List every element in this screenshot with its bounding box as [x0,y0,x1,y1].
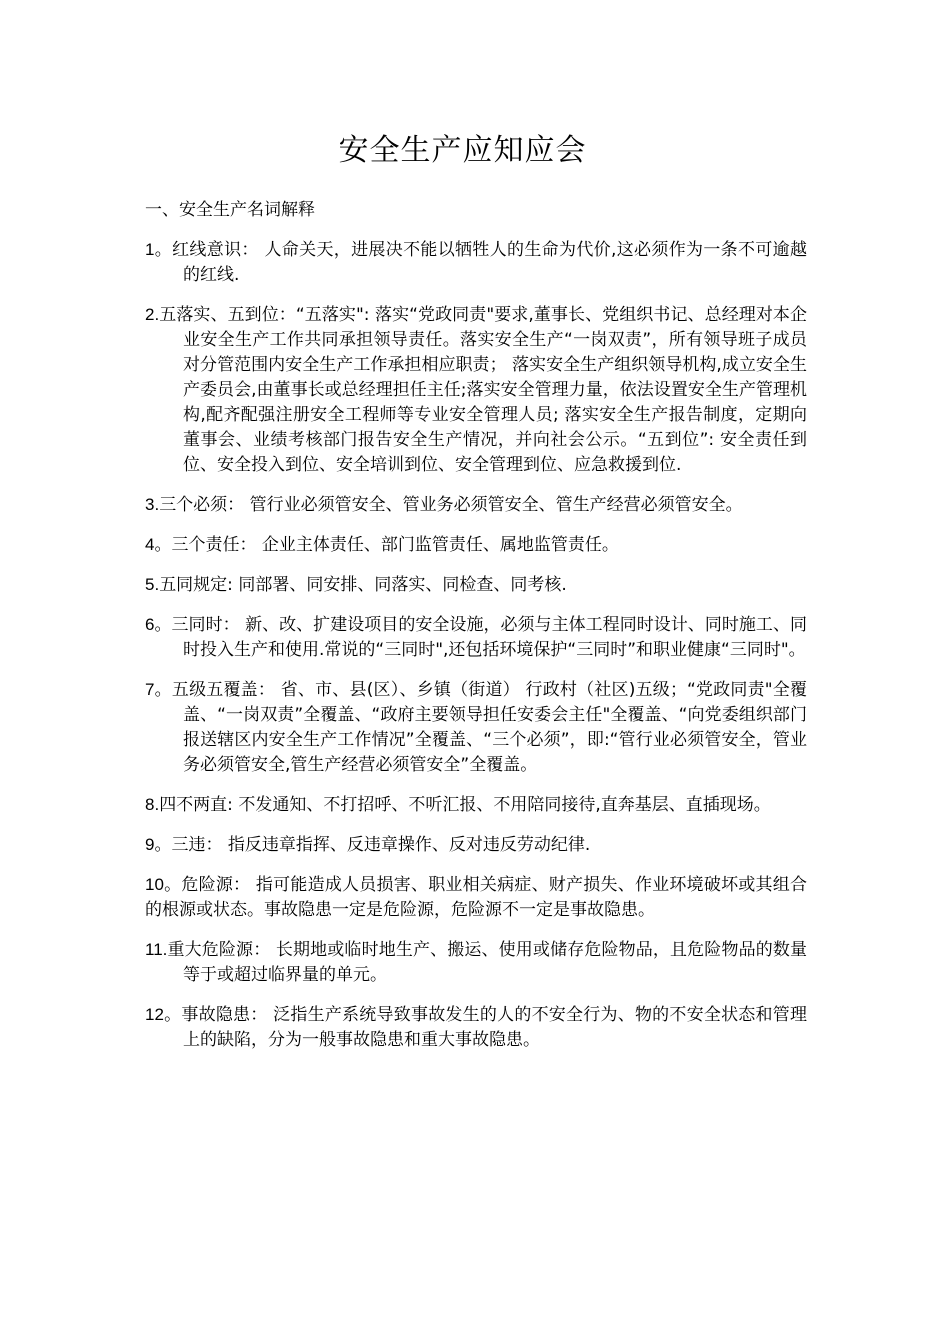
term-item-10 [145,872,807,923]
term-number: 12。 [145,1005,182,1024]
section-heading: 一、安全生产名词解释 [145,200,315,220]
term-text: 事故隐患： 泛指生产系统导致事故发生的人的不安全行为、物的不安全状态和管理上的缺陷，分为一般事故隐患和重大事故隐患。 [181,1005,807,1050]
term-number: 6。 [145,615,172,634]
term-text: 三违： 指反违章指挥、反违章操作、反对违反劳动纪律. [171,835,591,855]
term-number: 11. [145,940,168,959]
term-number: 2. [145,305,160,324]
document-title: 安全生产应知应会 [338,133,587,168]
term-item-3 [145,492,807,518]
term-text: 危险源： 指可能造成人员损害、职业相关病症、财产损失、作业环境破坏或其组合的根源或状态。事故隐患一定是危险源，危险源不一定是事故隐患。 [145,875,807,920]
term-text: 三同时： 新、改、扩建设项目的安全设施，必须与主体工程同时设计、同时施工、同时投入生产和使用.常说的“三同时",还包括环境保护“三同时”和职业健康“三同时"。 [171,615,807,660]
term-text: 红线意识： 人命关天，进展决不能以牺牲人的生命为代价,这必须作为一条不可逾越的红线. [172,240,807,285]
term-text: 五同规定: 同部署、同安排、同落实、同检查、同考核. [159,575,567,595]
term-text: 三个责任： 企业主体责任、部门监管责任、属地监管责任。 [171,535,619,555]
term-number: 5. [145,575,160,594]
term-text: 重大危险源： 长期地或临时地生产、搬运、使用或储存危险物品，且危险物品的数量等于或超过临界量的单元。 [167,940,807,985]
term-number: 7。 [145,680,172,699]
term-number: 3. [145,495,160,514]
term-item-7 [145,677,807,778]
term-item-2 [145,302,807,478]
term-text: 四不两直: 不发通知、不打招呼、不听汇报、不用陪同接待,直奔基层、直插现场。 [159,795,771,815]
term-text: 五级五覆盖： 省、市、县(区）、乡镇（街道） 行政村（社区)五级；“党政同责"全覆盖、“一岗双责”全覆盖、“政府主要领导担任安委会主任"全覆盖、“向党委组织部门报送辖区内安全生产工作情况”全覆盖、“三个必须”，即:“管行业必须管安全，管业务必须管安全,管生产经营必须管安全”全覆盖。 [171,680,807,775]
term-number: 8. [145,795,160,814]
term-item-4 [145,532,807,558]
term-item-11 [145,937,807,988]
term-item-1 [145,237,807,288]
document-body [145,198,807,1067]
term-number: 1。 [145,240,173,259]
term-item-6 [145,612,807,663]
term-number: 10。 [145,875,182,894]
term-number: 4。 [145,535,172,554]
term-item-12 [145,1002,807,1053]
term-text: 五落实、五到位：“五落实": 落实“党政同责"要求,董事长、党组织书记、总经理对本企业安全生产工作共同承担领导责任。落实安全生产“一岗双责”，所有领导班子成员对分管范围内安全生产工作承担相应职责； 落实安全生产组织领导机构,成立安全生产委员会,由董事长或总经理担任主任;落实安全管理力量，依法设置安全生产管理机构,配齐配强注册安全工程师等专业安全管理人员; 落实安全生产报告制度，定期向董事会、业绩考核部门报告安全生产情况，并向社会公示。“五到位”: 安全责任到位、安全投入到位、安全培训到位、安全管理到位、应急救援到位. [159,305,807,475]
term-item-9 [145,832,807,858]
term-number: 9。 [145,835,172,854]
term-text: 三个必须： 管行业必须管安全、管业务必须管安全、管生产经营必须管安全。 [159,495,743,515]
term-item-8 [145,792,807,818]
term-item-5 [145,572,807,598]
